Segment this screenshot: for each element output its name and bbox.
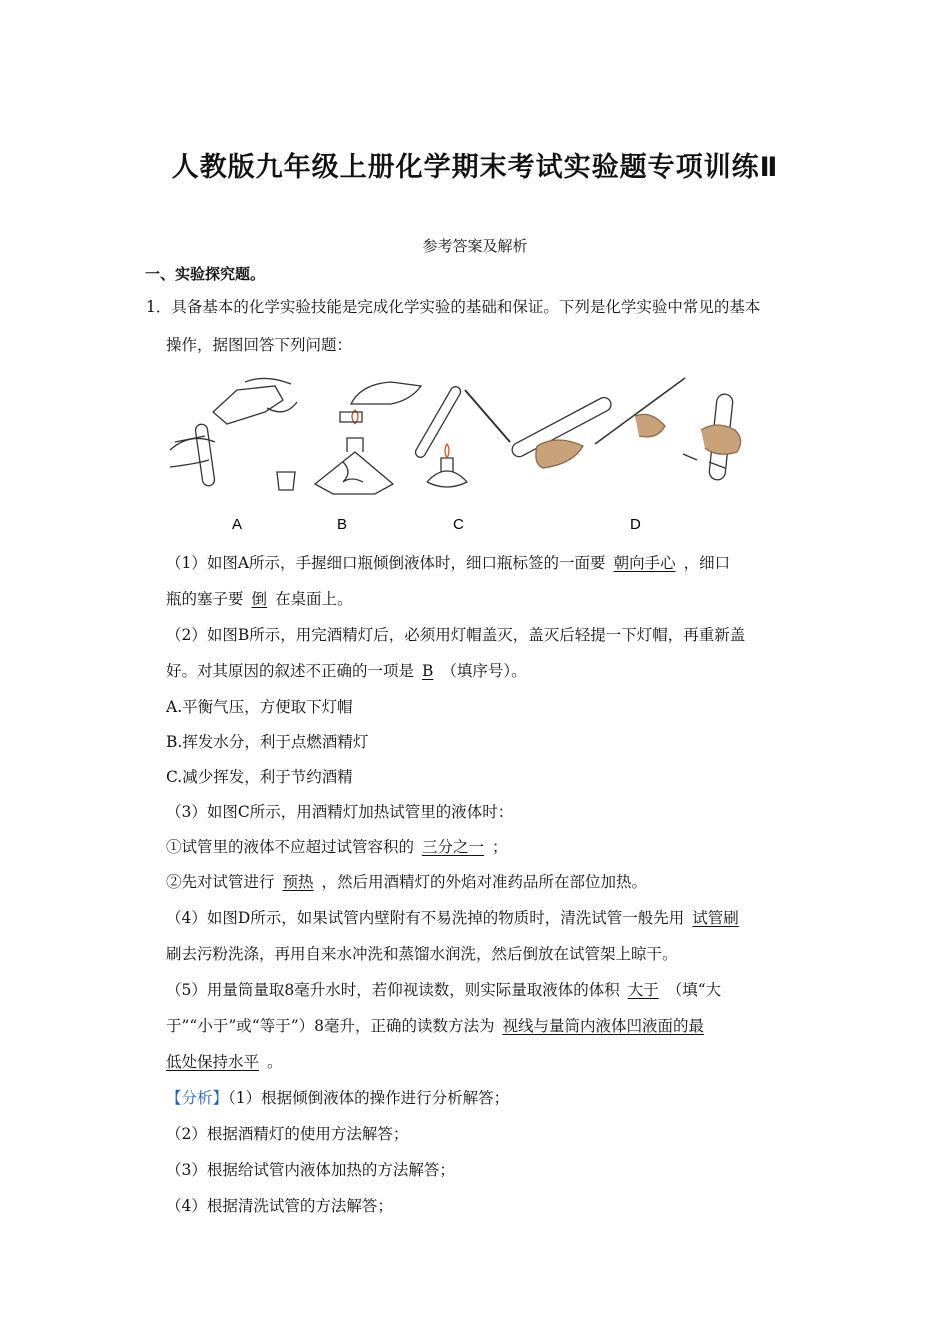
answer-5-1: 大于 [627,981,659,999]
analysis-line-2: （2）根据酒精灯的使用方法解答； [166,1125,409,1143]
part-3-2-end: ，然后用酒精灯的外焰对准药品所在部位加热。 [321,873,648,891]
part-4-line-2: 刷去污粉洗涤，再用自来水冲洗和蒸馏水润洗，然后倒放在试管架上晾干。 [166,945,678,963]
answer-1-2: 倒 [251,590,268,608]
figure-label-b: B [337,516,348,533]
part-2-text: 好。对其原因的叙述不正确的一项是 [166,662,415,680]
answer-2: B [422,662,434,680]
part-5-text-b: （填“大 [666,981,722,999]
figure-label-a: A [232,516,243,533]
part-1-line-2 [166,587,353,609]
part-1-text: （1）如图A所示，手握细口瓶倾倒液体时，细口瓶标签的一面要 [166,554,606,572]
part-3-line: （3）如图C所示，用酒精灯加热试管里的液体时： [166,803,514,821]
part-5-text: （5）用量筒量取8毫升水时，若仰视读数，则实际量取液体的体积 [166,981,620,999]
answer-4: 试管刷 [692,909,739,927]
part-5-line-1 [166,978,721,1000]
answer-3-2: 预热 [282,873,314,891]
part-1-text-3: 在桌面上。 [275,590,353,608]
question-stem-line-2: 操作，据图回答下列问题： [166,336,353,354]
page-subtitle: 参考答案及解析 [422,237,528,255]
part-4-line-1 [166,906,747,928]
answer-5-2a: 视线与量筒内液体凹液面的最 [502,1017,704,1035]
part-2-line-1: （2）如图B所示，用完酒精灯后，必须用灯帽盖灭，盖灭后轻提一下灯帽，再重新盖 [166,626,746,644]
option-b: B.挥发水分，利于点燃酒精灯 [166,733,369,751]
part-3-item-1 [166,835,508,857]
analysis-tag: 【分析】 [166,1089,229,1107]
part-2-line-2 [166,659,527,681]
answer-3-1: 三分之一 [422,838,485,856]
answer-1-1: 朝向手心 [613,554,676,572]
part-5-text-d: 。 [267,1053,283,1071]
figure-label-c: C [453,516,464,533]
option-a: A.平衡气压，方便取下灯帽 [166,698,353,716]
part-2-text-end: （填序号）。 [441,662,527,680]
analysis-line-3: （3）根据给试管内液体加热的方法解答； [166,1161,455,1179]
part-3-1-text: ①试管里的液体不应超过试管容积的 [166,838,415,856]
option-c: C.减少挥发，利于节约酒精 [166,768,353,786]
part-3-item-2 [166,870,647,892]
section-heading: 一、实验探究题。 [145,265,266,283]
analysis-line-4: （4）根据清洗试管的方法解答； [166,1197,393,1215]
lab-operations-figure [165,372,795,542]
answer-5-2b: 低处保持水平 [166,1053,260,1071]
part-4-text: （4）如图D所示，如果试管内壁附有不易洗掉的物质时，清洗试管一般先用 [166,909,685,927]
figure-c-heating-tube [414,385,510,487]
part-3-1-end: ； [492,838,508,856]
page-title: 人教版九年级上册化学期末考试实验题专项训练Ⅱ [171,152,779,183]
part-5-line-2 [166,1014,712,1036]
part-5-text-c: 于”“小于”或“等于”）8毫升，正确的读数方法为 [166,1017,495,1035]
analysis-text-1: （1）根据倾倒液体的操作进行分析解答； [228,1089,510,1107]
figure-a-pouring [170,378,297,490]
part-3-2-text: ②先对试管进行 [166,873,275,891]
part-1-text-2: 瓶的塞子要 [166,590,244,608]
figure-d-cleaning-tube [510,378,741,481]
analysis-line-1 [166,1086,509,1108]
figure-label-d: D [630,516,641,533]
part-1-text-end: ，细口 [683,554,731,572]
part-5-line-3 [166,1050,283,1072]
part-1-line-1 [166,551,730,573]
figure-b-alcohol-lamp [315,382,421,494]
question-stem-line-1: 1．具备基本的化学实验技能是完成化学实验的基础和保证。下列是化学实验中常见的基本 [146,298,761,316]
